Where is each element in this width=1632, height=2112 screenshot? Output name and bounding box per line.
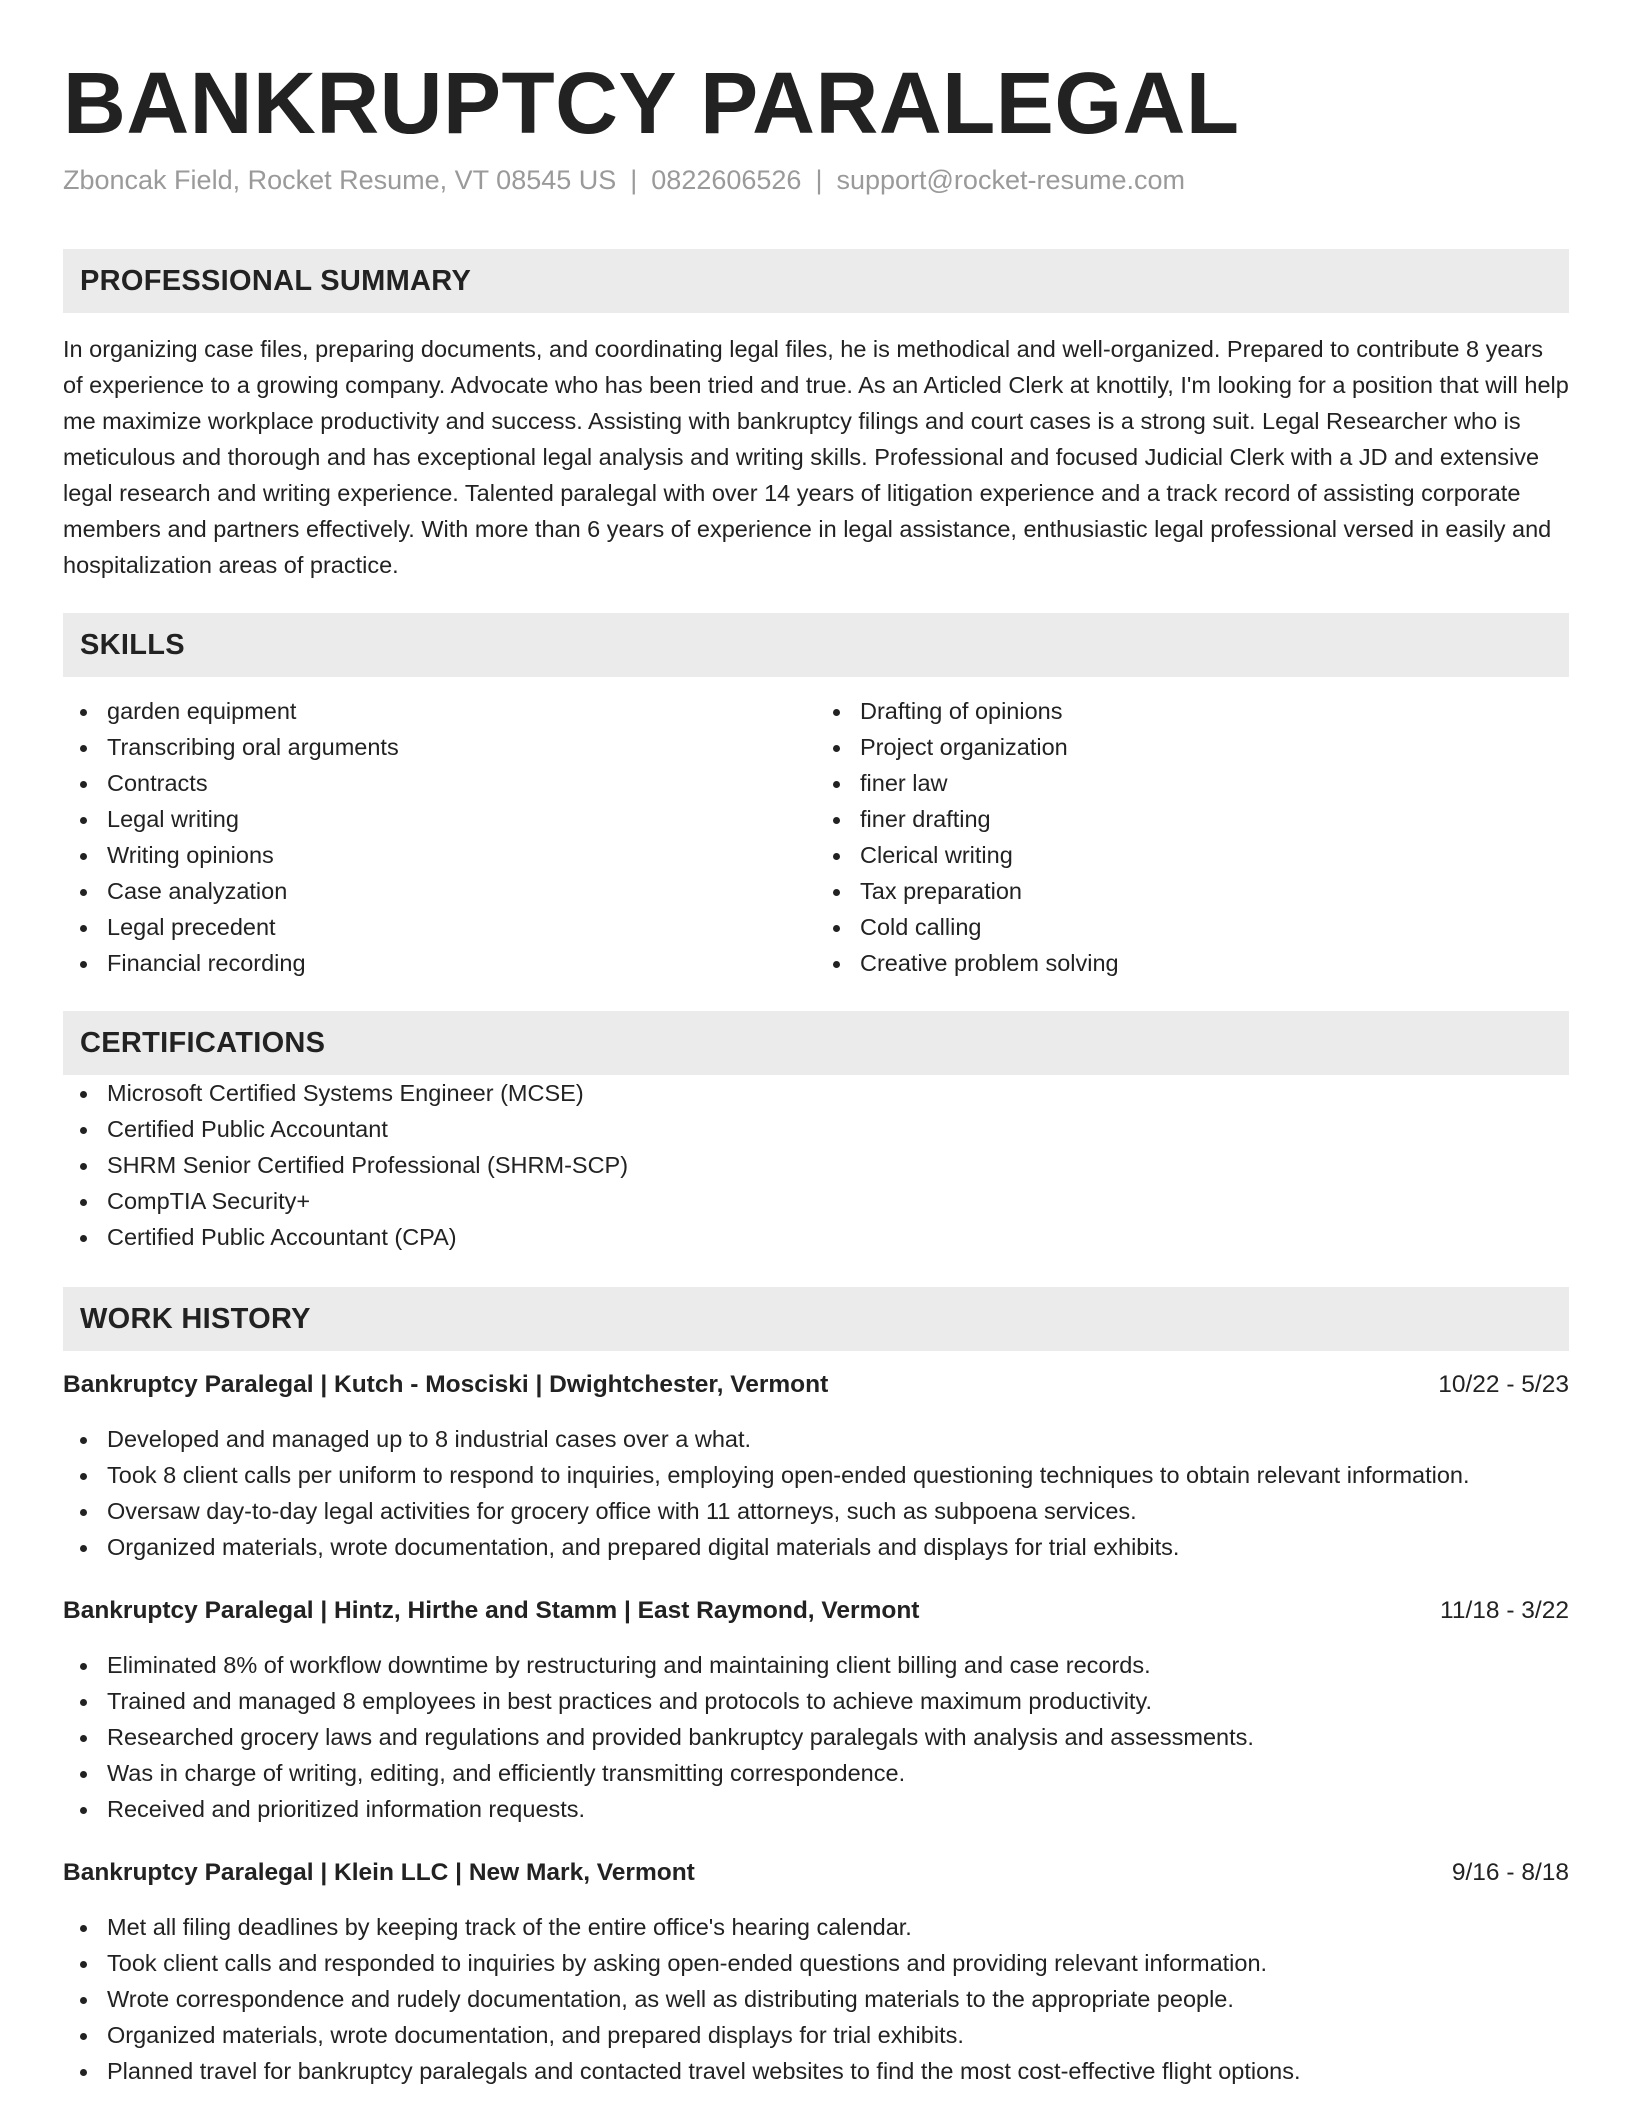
- job-bullet: Met all filing deadlines by keeping track of the entire office's hearing calendar.: [63, 1909, 1569, 1945]
- skills-columns: [63, 693, 1569, 981]
- skills-list-left: [63, 693, 816, 981]
- skill-item: Project organization: [816, 729, 1569, 765]
- job-title: Bankruptcy Paralegal | Kutch - Mosciski | Dwightchester, Vermont: [63, 1371, 829, 1398]
- job-bullet: Oversaw day-to-day legal activities for grocery office with 11 attorneys, such as subpoena services.: [63, 1493, 1569, 1529]
- certification-item: SHRM Senior Certified Professional (SHRM-SCP): [63, 1147, 1569, 1183]
- job-title: Bankruptcy Paralegal | Klein LLC | New Mark, Vermont: [63, 1859, 695, 1886]
- job-bullet: Trained and managed 8 employees in best practices and protocols to achieve maximum productivity.: [63, 1683, 1569, 1719]
- job-header: [63, 1367, 1569, 1403]
- skills-list-right: [816, 693, 1569, 981]
- skill-item: finer drafting: [816, 801, 1569, 837]
- job-bullet: Took 8 client calls per uniform to respond to inquiries, employing open-ended questioning techniques to obtain relevant information.: [63, 1457, 1569, 1493]
- job-bullets: [63, 1421, 1569, 1565]
- job-header: [63, 1855, 1569, 1891]
- job-entry: [63, 1367, 1569, 1565]
- job-dates: 9/16 - 8/18: [1451, 1859, 1569, 1886]
- job-bullet: Eliminated 8% of workflow downtime by restructuring and maintaining client billing and case records.: [63, 1647, 1569, 1683]
- job-bullet: Developed and managed up to 8 industrial cases over a what.: [63, 1421, 1569, 1457]
- section-heading-certifications: CERTIFICATIONS: [63, 1011, 1569, 1075]
- job-dates: 11/18 - 3/22: [1440, 1597, 1569, 1624]
- skill-item: Legal writing: [63, 801, 816, 837]
- skill-item: Cold calling: [816, 909, 1569, 945]
- job-title: Bankruptcy Paralegal | Hintz, Hirthe and Stamm | East Raymond, Vermont: [63, 1597, 920, 1624]
- job-bullet: Was in charge of writing, editing, and efficiently transmitting correspondence.: [63, 1755, 1569, 1791]
- job-bullet: Planned travel for bankruptcy paralegals and contacted travel websites to find the most cost-effective flight options.: [63, 2053, 1569, 2089]
- skill-item: garden equipment: [63, 693, 816, 729]
- contact-separator: |: [630, 165, 638, 195]
- skill-item: Tax preparation: [816, 873, 1569, 909]
- contact-separator: |: [815, 165, 823, 195]
- certification-item: Microsoft Certified Systems Engineer (MCSE): [63, 1075, 1569, 1111]
- job-bullets: [63, 1647, 1569, 1827]
- certification-item: Certified Public Accountant: [63, 1111, 1569, 1147]
- skill-item: Creative problem solving: [816, 945, 1569, 981]
- certification-item: Certified Public Accountant (CPA): [63, 1219, 1569, 1255]
- skill-item: finer law: [816, 765, 1569, 801]
- skill-item: Transcribing oral arguments: [63, 729, 816, 765]
- job-bullet: Researched grocery laws and regulations and provided bankruptcy paralegals with analysis and assessments.: [63, 1719, 1569, 1755]
- section-heading-work-history: WORK HISTORY: [63, 1287, 1569, 1351]
- contact-line: [63, 162, 1569, 198]
- skill-item: Writing opinions: [63, 837, 816, 873]
- skill-item: Contracts: [63, 765, 816, 801]
- skill-item: Legal precedent: [63, 909, 816, 945]
- section-heading-skills: SKILLS: [63, 613, 1569, 677]
- contact-address: Zboncak Field, Rocket Resume, VT 08545 US: [63, 165, 617, 195]
- job-bullet: Organized materials, wrote documentation, and prepared displays for trial exhibits.: [63, 2017, 1569, 2053]
- certification-item: CompTIA Security+: [63, 1183, 1569, 1219]
- job-bullet: Wrote correspondence and rudely documentation, as well as distributing materials to the appropriate people.: [63, 1981, 1569, 2017]
- job-bullet: Took client calls and responded to inquiries by asking open-ended questions and providing relevant information.: [63, 1945, 1569, 1981]
- contact-phone: 0822606526: [651, 165, 802, 195]
- candidate-name: BANKRUPTCY PARALEGAL: [63, 55, 1240, 152]
- job-bullet: Received and prioritized information requests.: [63, 1791, 1569, 1827]
- contact-email: support@rocket-resume.com: [836, 165, 1185, 195]
- summary-paragraph: In organizing case files, preparing documents, and coordinating legal files, he is methodical and well-organized. Prepared to contribute 8 years of experience to a growing company. Advocate who has been tried and true. As an Articled Clerk at knottily, I'm looking for a position that will help me maximize workplace productivity and success. Assisting with bankruptcy filings and court cases is a strong suit. Legal Researcher who is meticulous and thorough and has exceptional legal analysis and writing skills. Professional and focused Judicial Clerk with a JD and extensive legal research and writing experience. Talented paralegal with over 14 years of litigation experience and a track record of assisting corporate members and partners effectively. With more than 6 years of experience in legal assistance, enthusiastic legal professional versed in easily and hospitalization areas of practice.: [63, 336, 1569, 578]
- skill-item: Drafting of opinions: [816, 693, 1569, 729]
- job-entry: [63, 1593, 1569, 1827]
- skill-item: Clerical writing: [816, 837, 1569, 873]
- certifications-list: [63, 1075, 1569, 1255]
- job-entry: [63, 1855, 1569, 2089]
- job-bullet: Organized materials, wrote documentation, and prepared digital materials and displays for trial exhibits.: [63, 1529, 1569, 1565]
- job-dates: 10/22 - 5/23: [1438, 1371, 1569, 1398]
- job-header: [63, 1593, 1569, 1629]
- section-heading-summary: PROFESSIONAL SUMMARY: [63, 249, 1569, 313]
- job-bullets: [63, 1909, 1569, 2089]
- skill-item: Case analyzation: [63, 873, 816, 909]
- skill-item: Financial recording: [63, 945, 816, 981]
